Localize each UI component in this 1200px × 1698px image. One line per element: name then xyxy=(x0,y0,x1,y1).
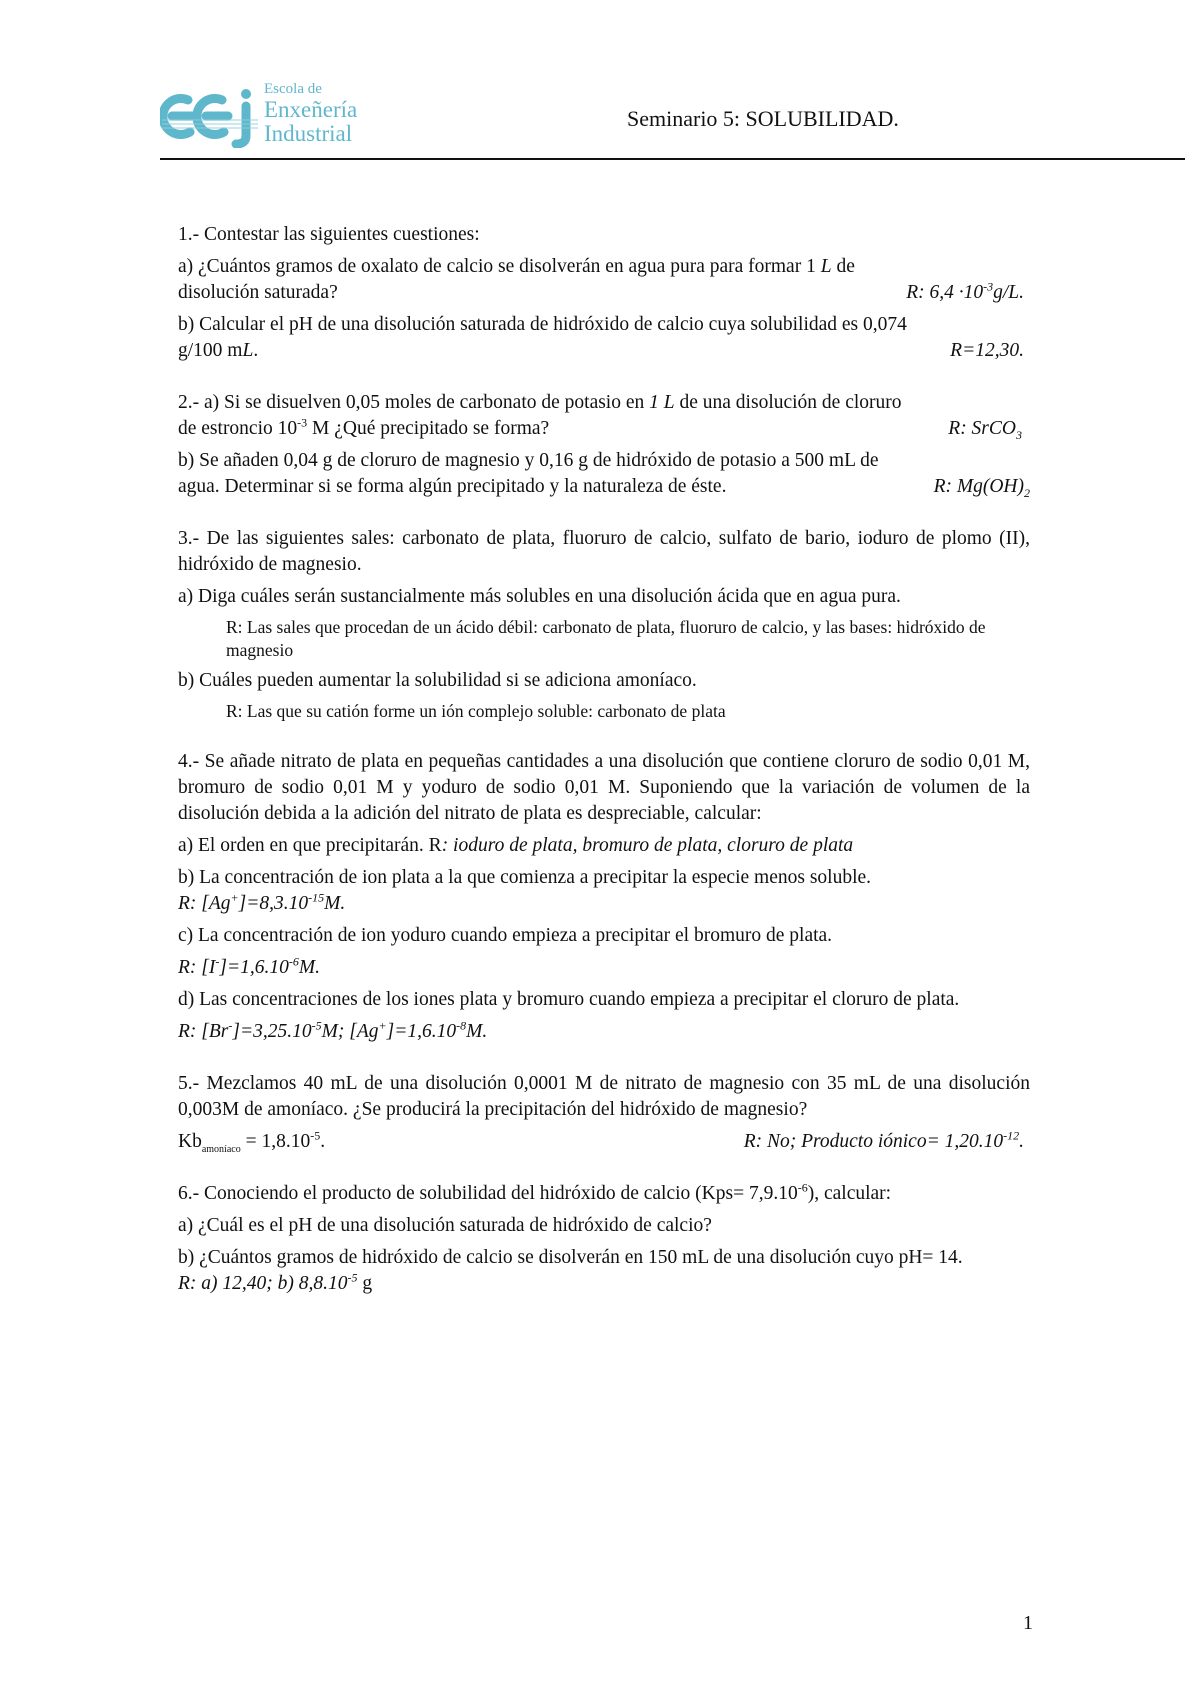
ex4b-ans-mid: ]=8,3.10 xyxy=(238,893,309,914)
exercise-3b-answer: R: Las que su catión forme un ión complejo soluble: carbonato de plata xyxy=(226,701,726,721)
ex4c-ans-charge: - xyxy=(215,954,220,969)
ex1a-end: de xyxy=(836,256,855,277)
exercise-3-intro: 3.- De las siguientes sales: carbonato de plata, fluoruro de calcio, sulfato de bario, ioduro de plomo (II), hidróxido de magnesio. xyxy=(178,528,1030,575)
logo-line-1: Escola de xyxy=(264,81,322,97)
exercise-2 xyxy=(178,390,1030,500)
exercise-2b-line1: b) Se añaden 0,04 g de cloruro de magnesio y 0,16 g de hidróxido de potasio a 500 mL de xyxy=(178,450,879,471)
ex1a-ans-exp: -3 xyxy=(983,279,994,294)
ex1a-unit: L xyxy=(820,256,832,277)
ex2a-line2-pre: de estroncio 10 xyxy=(178,418,298,439)
exercise-6b-question: b) ¿Cuántos gramos de hidróxido de calcio se disolverán en 150 mL de una disolución cuyo pH= 14. xyxy=(178,1247,963,1268)
ex5-ans-exp: -12 xyxy=(1003,1128,1020,1143)
ex5-ans-post: . xyxy=(1019,1131,1024,1152)
ex4d-ans-p1: R: [Br xyxy=(178,1021,229,1042)
ex5-kb xyxy=(178,1129,325,1155)
ex5-kb-exp: -5 xyxy=(310,1128,321,1143)
exercise-2b-line2 xyxy=(178,474,1030,500)
ex1b-answer: R=12,30. xyxy=(950,340,1024,361)
ex4d-ans-s4: -8 xyxy=(456,1018,467,1033)
ex4d-ans-p5: M. xyxy=(466,1021,488,1042)
exercise-4a xyxy=(178,833,1030,859)
exercise-3b-question: b) Cuáles pueden aumentar la solubilidad si se adiciona amoníaco. xyxy=(178,670,697,691)
exercise-5 xyxy=(178,1071,1030,1155)
ex4d-ans-p2: ]=3,25.10 xyxy=(232,1021,312,1042)
ex1b-line2-pre: g/100 m xyxy=(178,340,243,361)
exercise-4 xyxy=(178,749,1030,1045)
exercise-6 xyxy=(178,1181,1030,1297)
ex2b-ans-pre: R: Mg(OH) xyxy=(933,476,1024,497)
exercise-2a-line2 xyxy=(178,416,1030,442)
exercise-6-intro xyxy=(178,1181,1030,1207)
exercise-5-data-row xyxy=(178,1129,1030,1155)
ex5-answer xyxy=(744,1129,1024,1155)
ex2a-line2-post: M ¿Qué precipitado se forma? xyxy=(307,418,550,439)
logo-line-2: Enxeñería xyxy=(264,96,358,122)
ex1a-text: a) ¿Cuántos gramos de oxalato de calcio se disolverán en agua pura para formar 1 xyxy=(178,256,816,277)
ex6-ans-exp: -5 xyxy=(347,1270,358,1285)
page-number: 1 xyxy=(1023,1612,1033,1634)
ex1b-line2 xyxy=(178,338,258,364)
ex1a-line2: disolución saturada? xyxy=(178,282,338,303)
ex2b-line2: agua. Determinar si se forma algún precipitado y la naturaleza de éste. xyxy=(178,476,727,497)
ex4d-ans-s2: -5 xyxy=(311,1018,322,1033)
page-header xyxy=(160,78,1185,160)
ex1a-ans-post: g/L. xyxy=(993,282,1024,303)
ex2b-ans-sub: 2 xyxy=(1024,485,1030,500)
ex1b-line2-post: . xyxy=(253,340,259,361)
exercise-1a-line2 xyxy=(178,280,1030,306)
exercise-5-text: 5.- Mezclamos 40 mL de una disolución 0,0001 M de nitrato de magnesio con 35 mL de una disolución 0,003M de amoníaco. ¿Se producirá la precipitación del hidróxido de magnesio? xyxy=(178,1073,1030,1120)
ex2a-line2-exp: -3 xyxy=(297,415,308,430)
exercise-1 xyxy=(178,222,1030,364)
ex1a-answer xyxy=(906,280,1024,306)
ex4b-ans-pre: R: [Ag xyxy=(178,893,231,914)
exercise-6-answer xyxy=(178,1271,1030,1297)
logo-line-3: Industrial xyxy=(264,120,353,146)
ex4c-ans-pre: R: [I xyxy=(178,957,216,978)
ex6-ans-post: g xyxy=(357,1273,373,1294)
document-title: Seminario 5: SOLUBILIDAD. xyxy=(627,106,899,131)
ex2a-line2 xyxy=(178,416,549,442)
exercise-4b-question: b) La concentración de ion plata a la que comienza a precipitar la especie menos soluble. xyxy=(178,867,872,888)
exercise-1-intro: 1.- Contestar las siguientes cuestiones: xyxy=(178,224,480,245)
exercise-4-intro: 4.- Se añade nitrato de plata en pequeñas cantidades a una disolución que contiene cloruro de sodio 0,01 M, bromuro de sodio 0,01 M y yoduro de sodio 0,01 M. Suponiendo que la variación de volumen de la disolución debida a la adición del nitrato de plata es despreciable, calcular: xyxy=(178,751,1030,824)
ex2a-post: de una disolución de cloruro xyxy=(679,392,902,413)
ex4b-ans-exp: -15 xyxy=(308,890,325,905)
exercise-4c-question: c) La concentración de ion yoduro cuando empieza a precipitar el bromuro de plata. xyxy=(178,925,833,946)
ex4d-ans-p3: M; [Ag xyxy=(321,1021,379,1042)
exercise-4d-question: d) Las concentraciones de los iones plata y bromuro cuando empieza a precipitar el cloruro de plata. xyxy=(178,989,960,1010)
ex2a-ans-pre: R: SrCO xyxy=(948,418,1016,439)
ex4d-ans-s1: - xyxy=(228,1018,233,1033)
ex6-intro-exp: -6 xyxy=(797,1180,808,1195)
ex6-ans-pre: R: a) 12,40; b) 8,8.10 xyxy=(178,1273,348,1294)
ex6-intro-post: ), calcular: xyxy=(807,1183,892,1204)
ex4c-ans-post: M. xyxy=(298,957,320,978)
exercise-4c-answer xyxy=(178,955,1030,981)
ex6-intro-pre: 6.- Conociendo el producto de solubilidad del hidróxido de calcio (Kps= 7,9.10 xyxy=(178,1183,798,1204)
logo-wordmark xyxy=(264,82,357,146)
ex5-kb-mid: = 1,8.10 xyxy=(240,1131,311,1152)
school-logo xyxy=(160,82,370,152)
exercise-1b-line1: b) Calcular el pH de una disolución saturada de hidróxido de calcio cuya solubilidad es 0,074 xyxy=(178,314,907,335)
ex4a-answer: : ioduro de plata, bromuro de plata, cloruro de plata xyxy=(441,835,854,856)
ex2a-answer xyxy=(948,416,1022,442)
ex5-kb-pre: Kb xyxy=(178,1131,202,1152)
ex1a-ans-pre: R: 6,4 ·10 xyxy=(906,282,984,303)
exercise-1a xyxy=(178,254,1030,280)
ex4b-ans-charge: + xyxy=(230,890,239,905)
exercise-6a-question: a) ¿Cuál es el pH de una disolución saturada de hidróxido de calcio? xyxy=(178,1215,712,1236)
exercise-3 xyxy=(178,526,1030,723)
ex5-kb-sub: amoníaco xyxy=(201,1143,241,1155)
ex2a-pre: 2.- a) Si se disuelven 0,05 moles de carbonato de potasio en xyxy=(178,392,645,413)
exercise-3a-question: a) Diga cuáles serán sustancialmente más solubles en una disolución ácida que en agua pura. xyxy=(178,586,901,607)
ex4a-question: a) El orden en que precipitarán. R xyxy=(178,835,442,856)
ex4d-ans-s3: + xyxy=(378,1018,387,1033)
exercise-4b-answer xyxy=(178,891,1030,917)
ex1b-line2-unit: L xyxy=(242,340,254,361)
ex4d-ans-p4: ]=1,6.10 xyxy=(386,1021,457,1042)
exercise-4d-answer xyxy=(178,1019,1030,1045)
ex4b-ans-post: M. xyxy=(324,893,346,914)
document-body xyxy=(178,222,1030,1323)
exercise-2a xyxy=(178,390,1030,416)
exercise-1b-line2 xyxy=(178,338,1030,364)
ex5-kb-post: . xyxy=(320,1131,326,1152)
eei-logo-icon xyxy=(160,86,260,148)
ex5-ans-pre: R: No; Producto iónico= 1,20.10 xyxy=(743,1131,1004,1152)
ex2a-volume: 1 L xyxy=(649,392,675,413)
ex2a-ans-sub: 3 xyxy=(1016,427,1022,442)
ex4c-ans-exp: -6 xyxy=(288,954,299,969)
ex4c-ans-mid: ]=1,6.10 xyxy=(219,957,289,978)
ex2b-answer xyxy=(934,474,1030,500)
exercise-3a-answer: R: Las sales que procedan de un ácido débil: carbonato de plata, fluoruro de calcio, y las bases: hidróxido de magnesio xyxy=(226,617,986,660)
